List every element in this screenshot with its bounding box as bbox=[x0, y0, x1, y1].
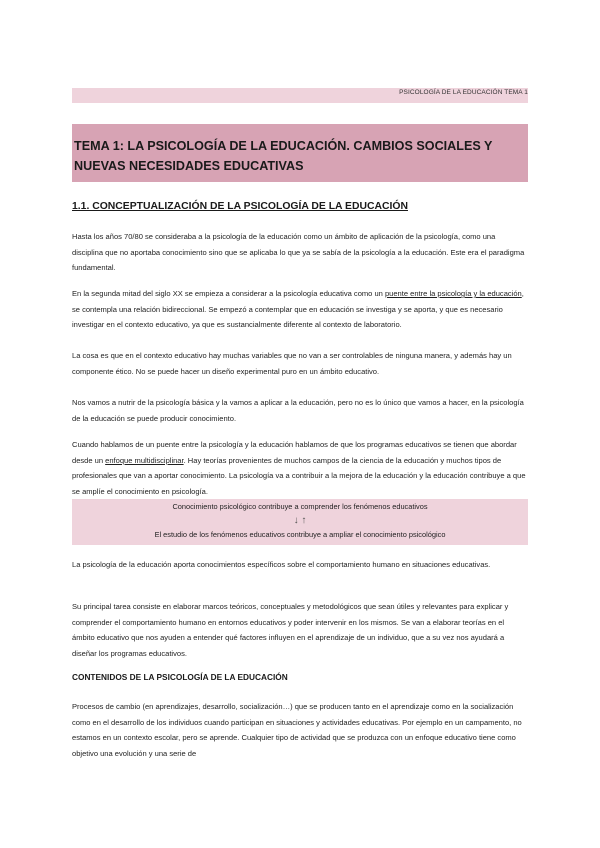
highlight-box bbox=[72, 499, 528, 545]
subsection-heading: CONTENIDOS DE LA PSICOLOGÍA DE LA EDUCACIÓN bbox=[72, 672, 288, 682]
paragraph-1: Hasta los años 70/80 se consideraba a la psicología de la educación como un ámbito de aplicación de la psicología, como una disciplina que no aportaba conocimiento sino que se aplicaba lo que ya se sabía de la psicología a la educación. Este era el paradigma fundamental. bbox=[72, 232, 525, 273]
running-header-text: PSICOLOGÍA DE LA EDUCACIÓN TEMA 1 bbox=[399, 89, 528, 96]
bidirectional-arrows-icon: ↓ ↑ bbox=[293, 515, 307, 526]
paragraph-7: Su principal tarea consiste en elaborar marcos teóricos, conceptuales y metodológicos que sean útiles y relevantes para explicar y comprender el comportamiento humano en entornos educativos y poder intervenir en los mismos. Se van a elaborar teorías en el ámbito educativo que nos ayuden a entender qué factores influyen en el aprendizaje de un individuo, que a su vez nos ayudará a diseñar los programas educativos. bbox=[72, 602, 509, 658]
paragraph-2: En la segunda mitad del siglo XX se empieza a considerar a la psicología educativa como un puente entre la psicología y la educación, se contempla una relación bidireccional. Se empezó a contemplar que en educación se investiga y se aporta, y que es necesario investigar en el contexto educativo, ya que es sustancialmente diferente al contexto de laboratorio. bbox=[72, 289, 524, 330]
underlined-phrase: puente entre la psicología y la educación bbox=[384, 289, 522, 298]
running-header bbox=[72, 88, 528, 103]
chapter-title: TEMA 1: LA PSICOLOGÍA DE LA EDUCACIÓN. CAMBIOS SOCIALES Y NUEVAS NECESIDADES EDUCATIVAS bbox=[74, 139, 493, 173]
paragraph-8: Procesos de cambio (en aprendizajes, desarrollo, socialización…) que se producen tanto en el aprendizaje como en la socialización como en el desarrollo de los individuos cuando participan en situaciones y actividades educativas. Por ejemplo en un campamento, no estamos en un contexto escolar, pero se aprende. Cualquier tipo de actividad que se produzca con un enfoque educativo tiene como objetivo una evolución y una serie de bbox=[72, 702, 522, 758]
chapter-title-box bbox=[72, 124, 528, 182]
paragraph-5: Cuando hablamos de un puente entre la psicología y la educación hablamos de que los programas educativos se tienen que abordar desde un enfoque multidisciplinar. Hay teorías provenientes de muchos campos de la ciencia de la educación y muchos tipos de profesionales que van a aportar conocimiento. La psicología va a contribuir a la mejora de la educación y la educación contribuye a que se amplíe el conocimiento en psicología. bbox=[72, 440, 526, 496]
paragraph-3: La cosa es que en el contexto educativo hay muchas variables que no van a ser controlables de ninguna manera, y además hay un componente ético. No se puede hacer un diseño experimental puro en un ámbito educativo. bbox=[72, 351, 512, 376]
underlined-phrase: enfoque multidisciplinar bbox=[105, 455, 184, 465]
highlight-line-1: Conocimiento psicológico contribuye a comprender los fenómenos educativos bbox=[172, 502, 428, 511]
section-heading: 1.1. CONCEPTUALIZACIÓN DE LA PSICOLOGÍA DE LA EDUCACIÓN bbox=[72, 201, 408, 212]
paragraph-4: Nos vamos a nutrir de la psicología básica y la vamos a aplicar a la educación, pero no es lo único que vamos a hacer, en la psicología de la educación se puede producir conocimiento. bbox=[72, 398, 524, 423]
highlight-line-2: El estudio de los fenómenos educativos contribuye a ampliar el conocimiento psicológico bbox=[154, 530, 446, 539]
paragraph-6: La psicología de la educación aporta conocimientos específicos sobre el comportamiento humano en situaciones educativas. bbox=[72, 560, 491, 569]
